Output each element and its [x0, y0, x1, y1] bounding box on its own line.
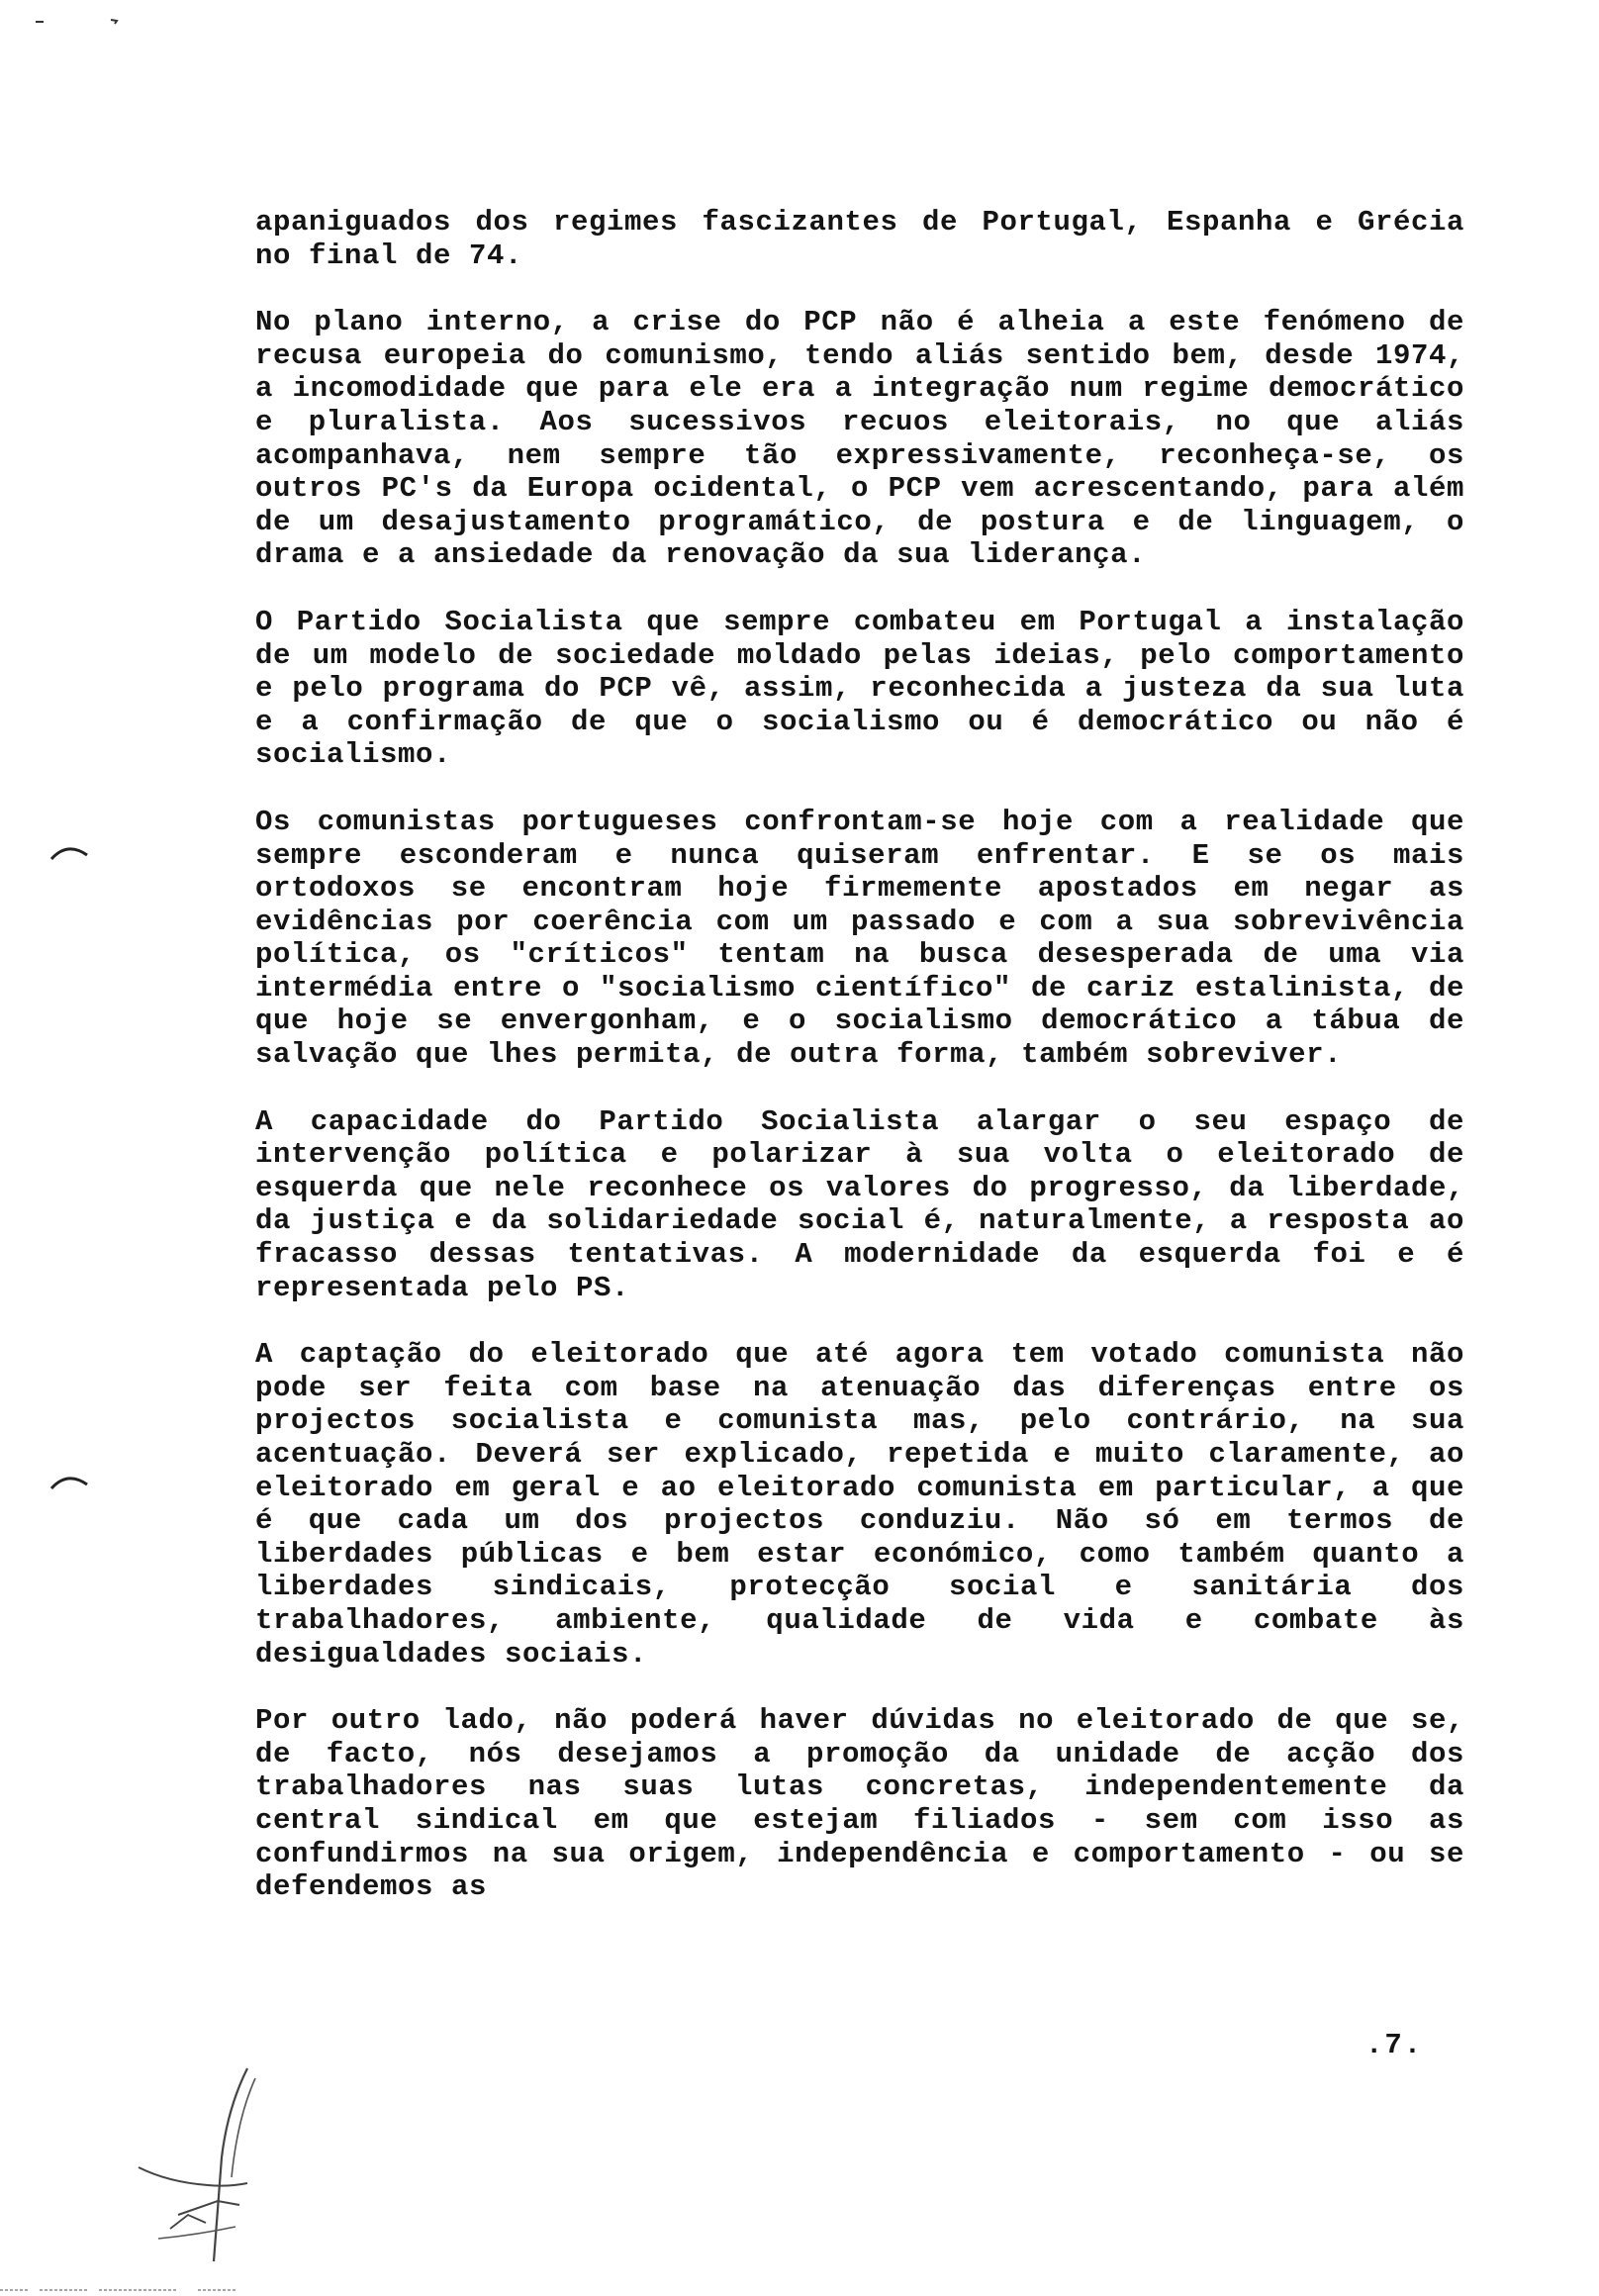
paragraph: O Partido Socialista que sempre combateu em Portugal a instalação de um modelo de sociedade moldado pelas ideias, pelo comportamento e pelo programa do PCP vê, assim, reconhecida a justeza da sua luta e a confirmação de que o socialismo ou é democrático ou não é socialismo.	[255, 605, 1464, 772]
paragraph: A captação do eleitorado que até agora tem votado comunista não pode ser feita com base na atenuação das diferenças entre os projectos socialista e comunista mas, pelo contrário, na sua acentuação. Deverá ser explicado, repetida e muito claramente, ao eleitorado em geral e ao eleitorado comunista em particular, a que é que cada um dos projectos conduziu. Não só em termos de liberdades públicas e bem estar económico, como também quanto a liberdades sindicais, protecção social e sanitária dos trabalhadores, ambiente, qualidade de vida e combate às desigualdades sociais.	[255, 1338, 1464, 1671]
scan-artifact-top-left	[0, 0, 139, 40]
paragraph: No plano interno, a crise do PCP não é alheia a este fenómeno de recusa europeia do comunismo, tendo aliás sentido bem, desde 1974, a incomodidade que para ele era a integração num regime democrático e pluralista. Aos sucessivos recuos eleitorais, no que aliás acompanhava, nem sempre tão expressivamente, reconheça-se, os outros PC's da Europa ocidental, o PCP vem acrescentando, para além de um desajustamento programático, de postura e de linguagem, o drama e a ansiedade da renovação da sua liderança.	[255, 306, 1464, 572]
paragraph: apaniguados dos regimes fascizantes de Portugal, Espanha e Grécia no final de 74.	[255, 206, 1464, 272]
punch-hole-mark-upper	[47, 839, 91, 863]
punch-hole-mark-lower	[47, 1469, 91, 1492]
handwritten-initials	[119, 2049, 277, 2276]
scan-artifact-bottom	[0, 2288, 257, 2292]
body-text	[255, 206, 1464, 1904]
paragraph: Por outro lado, não poderá haver dúvidas no eleitorado de que se, de facto, nós desejamos a promoção da unidade de acção dos trabalhadores nas suas lutas concretas, independentemente da central sindical em que estejam filiados - sem com isso as confundirmos na sua origem, independência e comportamento - ou se defendemos as	[255, 1704, 1464, 1904]
page-number: .7.	[1365, 2029, 1424, 2061]
paragraph: A capacidade do Partido Socialista alargar o seu espaço de intervenção política e polarizar à sua volta o eleitorado de esquerda que nele reconhece os valores do progresso, da liberdade, da justiça e da solidariedade social é, naturalmente, a resposta ao fracasso dessas tentativas. A modernidade da esquerda foi e é representada pelo PS.	[255, 1104, 1464, 1304]
paragraph: Os comunistas portugueses confrontam-se hoje com a realidade que sempre esconderam e nunca quiseram enfrentar. E se os mais ortodoxos se encontram hoje firmemente apostados em negar as evidências por coerência com um passado e com a sua sobrevivência política, os "críticos" tentam na busca desesperada de uma via intermédia entre o "socialismo científico" de cariz estalinista, de que hoje se envergonham, e o socialismo democrático a tábua de salvação que lhes permita, de outra forma, também sobreviver.	[255, 805, 1464, 1072]
